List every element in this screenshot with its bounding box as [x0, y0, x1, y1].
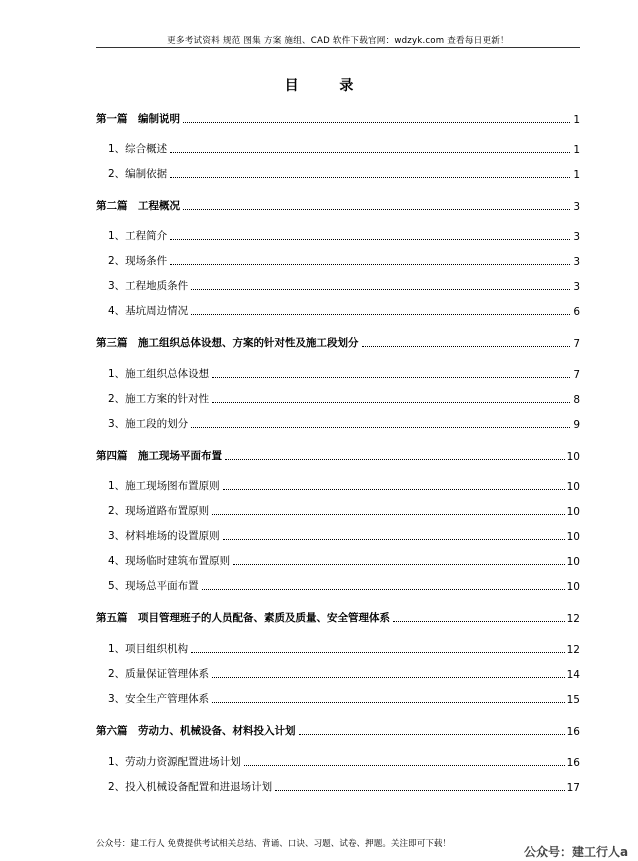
toc-entry-label: 2、现场条件 — [108, 255, 168, 267]
toc-section-entry[interactable] — [96, 252, 580, 268]
toc-section-entry[interactable] — [96, 527, 580, 543]
toc-page-number: 3 — [573, 201, 580, 213]
dot-leader — [183, 209, 570, 210]
toc-chapter-entry[interactable] — [96, 609, 580, 625]
toc-chapter-entry[interactable] — [96, 722, 580, 738]
dot-leader — [191, 652, 564, 653]
toc-entry-label: 3、施工段的划分 — [108, 418, 189, 430]
toc-entry-label: 第二篇 工程概况 — [96, 200, 180, 212]
dot-leader — [202, 589, 565, 590]
toc-page-number: 3 — [573, 231, 580, 243]
dot-leader — [223, 539, 565, 540]
toc-section-entry[interactable] — [96, 302, 580, 318]
toc-section-entry[interactable] — [96, 665, 580, 681]
toc-entry-label: 2、投入机械设备配置和进退场计划 — [108, 781, 273, 793]
toc-entry-label: 1、项目组织机构 — [108, 643, 189, 655]
toc-entry-label: 4、基坑周边情况 — [108, 305, 189, 317]
toc-entry-label: 2、施工方案的针对性 — [108, 393, 210, 405]
dot-leader — [191, 289, 570, 290]
toc-section-entry[interactable] — [96, 365, 580, 381]
toc-section-entry[interactable] — [96, 753, 580, 769]
toc-page-number: 3 — [573, 281, 580, 293]
toc-title: 目 录 — [284, 78, 372, 94]
toc-entry-label: 5、现场总平面布置 — [108, 580, 199, 592]
toc-page-number: 16 — [566, 726, 580, 738]
toc-page-number: 7 — [573, 369, 580, 381]
toc-page-number: 10 — [566, 531, 580, 543]
dot-leader — [225, 459, 565, 460]
toc-chapter-entry[interactable] — [96, 334, 580, 350]
toc-chapter-entry[interactable] — [96, 447, 580, 463]
toc-entry-label: 4、现场临时建筑布置原则 — [108, 555, 231, 567]
toc-section-entry[interactable] — [96, 415, 580, 431]
toc-section-entry[interactable] — [96, 227, 580, 243]
dot-leader — [212, 377, 570, 378]
toc-page-number: 10 — [566, 451, 580, 463]
dot-leader — [212, 702, 564, 703]
toc-page-number: 10 — [566, 506, 580, 518]
toc-page-number: 6 — [573, 306, 580, 318]
toc-section-entry[interactable] — [96, 165, 580, 181]
dot-leader — [223, 489, 565, 490]
dot-leader — [393, 621, 565, 622]
toc-page-number: 7 — [573, 338, 580, 350]
dot-leader — [183, 122, 570, 123]
toc-section-entry[interactable] — [96, 552, 580, 568]
toc-page-number: 14 — [566, 669, 580, 681]
dot-leader — [170, 177, 570, 178]
toc-entry-label: 2、质量保证管理体系 — [108, 668, 210, 680]
toc-section-entry[interactable] — [96, 690, 580, 706]
toc-page-number: 17 — [566, 782, 580, 794]
toc-page-number: 3 — [573, 256, 580, 268]
toc-entry-label: 第六篇 劳动力、机械设备、材料投入计划 — [96, 725, 296, 737]
toc-entry-label: 第五篇 项目管理班子的人员配备、素质及质量、安全管理体系 — [96, 612, 390, 624]
dot-leader — [170, 152, 570, 153]
toc-entry-label: 1、劳动力资源配置进场计划 — [108, 756, 241, 768]
dot-leader — [233, 564, 564, 565]
toc-page-number: 1 — [573, 144, 580, 156]
watermark: 公众号：建工行人a — [524, 845, 629, 859]
toc-chapter-entry[interactable] — [96, 197, 580, 213]
toc-page-number: 10 — [566, 556, 580, 568]
toc-entry-label: 第三篇 施工组织总体设想、方案的针对性及施工段划分 — [96, 337, 359, 349]
toc-section-entry[interactable] — [96, 477, 580, 493]
toc-entry-label: 3、安全生产管理体系 — [108, 693, 210, 705]
dot-leader — [275, 790, 564, 791]
toc-entry-label: 1、综合概述 — [108, 143, 168, 155]
toc-entry-label: 1、工程简介 — [108, 230, 168, 242]
dot-leader — [362, 346, 571, 347]
toc-page-number: 1 — [573, 169, 580, 181]
toc-chapter-entry[interactable] — [96, 110, 580, 126]
dot-leader — [212, 514, 564, 515]
toc-page-number: 8 — [573, 394, 580, 406]
page-header: 更多考试资料 规范 图集 方案 施组、CAD 软件下载官网：wdzyk.com 查看每日更新！ — [167, 36, 509, 46]
toc-entry-label: 第四篇 施工现场平面布置 — [96, 450, 222, 462]
dot-leader — [170, 239, 570, 240]
toc-section-entry[interactable] — [96, 778, 580, 794]
dot-leader — [191, 314, 570, 315]
toc-section-entry[interactable] — [96, 502, 580, 518]
toc-entry-label: 1、施工组织总体设想 — [108, 368, 210, 380]
toc-page-number: 1 — [573, 114, 580, 126]
toc-page-number: 9 — [573, 419, 580, 431]
toc-section-entry[interactable] — [96, 140, 580, 156]
toc-entry-label: 1、施工现场图布置原则 — [108, 480, 220, 492]
toc-section-entry[interactable] — [96, 390, 580, 406]
page-footer: 公众号：建工行人 免费提供考试相关总结、背诵、口诀、习题、试卷、押题。关注即可下载！ — [96, 839, 452, 849]
dot-leader — [244, 765, 565, 766]
toc-section-entry[interactable] — [96, 577, 580, 593]
toc-entry-label: 2、现场道路布置原则 — [108, 505, 210, 517]
toc-entry-label: 3、材料堆场的设置原则 — [108, 530, 220, 542]
dot-leader — [212, 402, 570, 403]
toc-page-number: 10 — [566, 481, 580, 493]
dot-leader — [170, 264, 570, 265]
toc-section-entry[interactable] — [96, 640, 580, 656]
dot-leader — [212, 677, 564, 678]
toc-entry-label: 3、工程地质条件 — [108, 280, 189, 292]
toc-page-number: 16 — [566, 757, 580, 769]
toc-page-number: 15 — [566, 694, 580, 706]
header-rule — [96, 47, 580, 48]
toc-entry-label: 第一篇 编制说明 — [96, 113, 180, 125]
dot-leader — [191, 427, 570, 428]
toc-page-number: 12 — [566, 613, 580, 625]
toc-entry-label: 2、编制依据 — [108, 168, 168, 180]
dot-leader — [299, 734, 565, 735]
toc-page-number: 10 — [566, 581, 580, 593]
toc-section-entry[interactable] — [96, 277, 580, 293]
toc-page-number: 12 — [566, 644, 580, 656]
